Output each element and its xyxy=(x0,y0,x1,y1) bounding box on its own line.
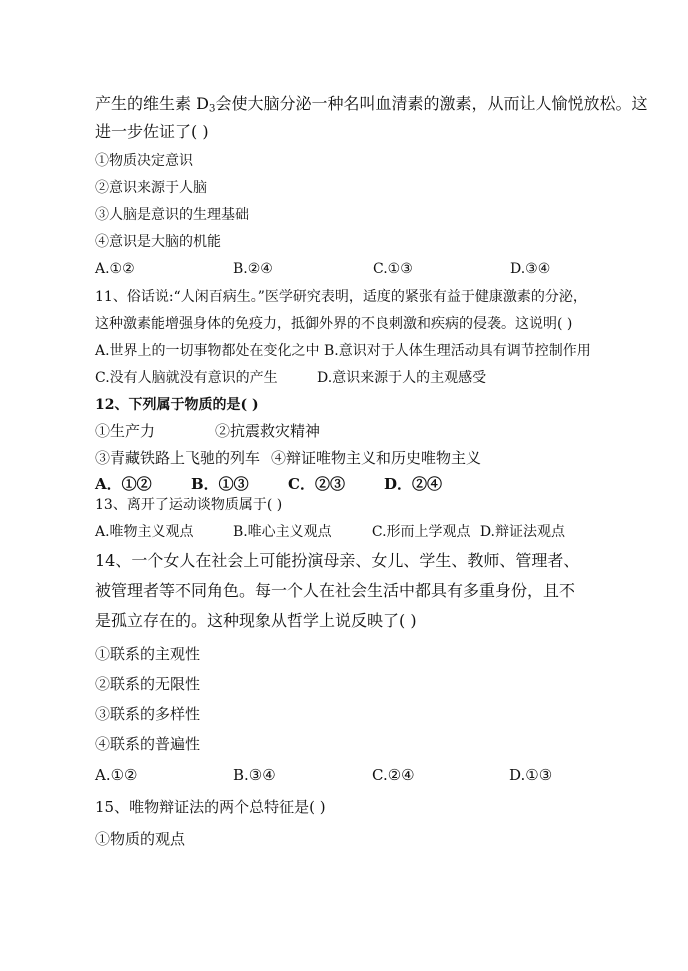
q11-stem-line-1: 11、俗话说:“人闲百病生。”医学研究表明，适度的紧张有益于健康激素的分泌， xyxy=(95,289,587,305)
q12-answer-d: D．②④ xyxy=(384,475,443,493)
q11-option-d: D.意识来源于人的主观感受 xyxy=(317,370,487,386)
q14-option-3: ③联系的多样性 xyxy=(95,705,201,723)
q10-stem-line-1: 产生的维生素 $D_3$会使大脑分泌一种名叫血清素的激素，从而让人愉悦放松。这 xyxy=(95,94,648,115)
q14-option-4: ④联系的普遍性 xyxy=(95,735,201,753)
q12-option-4: ④辩证唯物主义和历史唯物主义 xyxy=(271,449,482,467)
q14-stem-line-1: 14、一个女人在社会上可能扮演母亲、女儿、学生、教师、管理者、 xyxy=(95,551,580,570)
q11-option-c: C.没有人脑就没有意识的产生 xyxy=(95,370,278,386)
q12-options-row-2 xyxy=(95,451,565,466)
q14-answer-b: B.③④ xyxy=(233,766,276,784)
subscript-3: 3 xyxy=(208,102,216,115)
q14-stem-line-3: 是孤立存在的。这种现象从哲学上说反映了( ) xyxy=(95,611,417,630)
q11-options-ab: A.世界上的一切事物都处在变化之中 B.意识对于人体生理活动具有调节控制作用 xyxy=(95,343,591,359)
q14-answer-d: D.①③ xyxy=(509,766,553,784)
q14-answers xyxy=(95,768,565,783)
q10-option-3: ③人脑是意识的生理基础 xyxy=(95,207,249,223)
q14-answer-c: C.②④ xyxy=(372,766,415,784)
q14-option-2: ②联系的无限性 xyxy=(95,675,201,693)
q13-answer-c: C.形而上学观点 xyxy=(371,524,471,540)
q10-option-1: ①物质决定意识 xyxy=(95,153,193,169)
q10-answer-c: C.①③ xyxy=(373,261,413,277)
q10-stem-line-2: 进一步佐证了( ) xyxy=(95,122,209,141)
q14-answer-a: A.①② xyxy=(95,766,138,784)
q12-answer-b: B．①③ xyxy=(191,475,249,493)
q13-answer-a: A.唯物主义观点 xyxy=(95,524,194,540)
q12-option-1: ①生产力 xyxy=(95,422,156,440)
q10-answers xyxy=(95,262,565,276)
q10-option-4: ④意识是大脑的机能 xyxy=(95,234,221,250)
q12-options-row-1 xyxy=(95,424,565,439)
q12-answer-a: A．①② xyxy=(95,475,152,493)
q11-options-cd xyxy=(95,371,565,385)
q10-answer-d: D.③④ xyxy=(510,261,551,277)
q12-option-2: ②抗震救灾精神 xyxy=(215,422,321,440)
q13-stem: 13、离开了运动谈物质属于( ) xyxy=(95,497,283,513)
q14-stem-line-2: 被管理者等不同角色。每一个人在社会生活中都具有多重身份，且不 xyxy=(95,581,576,600)
q15-stem: 15、唯物辩证法的两个总特征是( ) xyxy=(95,798,326,816)
q10-answer-a: A.①② xyxy=(95,261,135,277)
q10-answer-b: B.②④ xyxy=(233,261,273,277)
q13-answer-b: B.唯心主义观点 xyxy=(232,524,332,540)
q12-option-3: ③青藏铁路上飞驰的列车 xyxy=(95,449,261,467)
q14-option-1: ①联系的主观性 xyxy=(95,645,201,663)
q10-option-2: ②意识来源于人脑 xyxy=(95,180,207,196)
q11-stem-line-2: 这种激素能增强身体的免疫力，抵御外界的不良刺激和疾病的侵袭。这说明( ) xyxy=(95,316,573,332)
q12-answer-c: C．②③ xyxy=(288,475,345,493)
q12-answers xyxy=(95,477,565,492)
q15-option-1: ①物质的观点 xyxy=(95,830,186,848)
q13-answers xyxy=(95,525,565,539)
q13-answer-d: D.辩证法观点 xyxy=(479,524,566,540)
q12-stem: 12、下列属于物质的是( ) xyxy=(95,397,259,413)
